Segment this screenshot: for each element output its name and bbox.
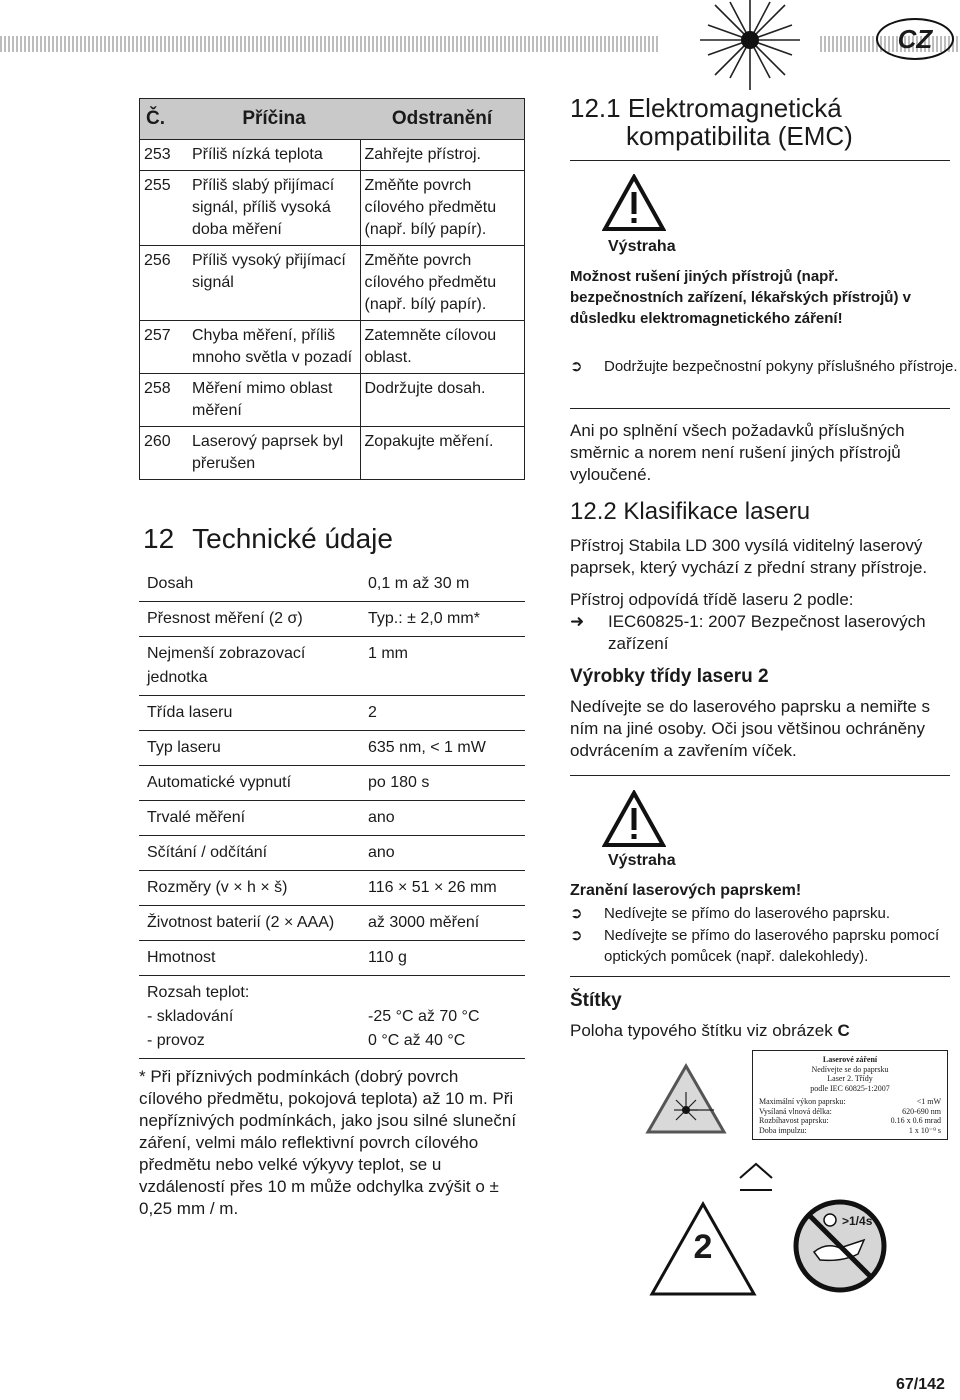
arrow-icon: ➜ (570, 612, 585, 631)
laser-warning-label: Výstraha (608, 852, 676, 869)
laser-class-number: 2 (693, 1228, 713, 1266)
language-badge: CZ (876, 18, 954, 60)
spec-key: Dosah (139, 567, 360, 602)
labels-text (570, 1020, 950, 1042)
error-remedy: Zopakujte měření. (360, 427, 525, 480)
sticker-key: Doba impulzu: (759, 1125, 807, 1135)
spec-value: Typ.: ± 2,0 mm* (360, 602, 525, 637)
spec-key: Přesnost měření (2 σ) (139, 602, 360, 637)
error-table-header (140, 99, 525, 140)
laser-burst-icon (680, 0, 820, 90)
divider (570, 160, 950, 161)
laser-class-p2: Přístroj odpovídá třídě laseru 2 podle: (570, 590, 854, 609)
divider (570, 408, 950, 409)
labels-figure-ref: C (837, 1021, 850, 1040)
warning-triangle-icon (602, 790, 666, 848)
tech-heading (143, 523, 393, 555)
sticker-value: 1 x 10⁻⁹ s (908, 1125, 941, 1135)
arrow-icon: ➲ (570, 358, 583, 375)
sticker-key: Vysílaná vlnová délka: (759, 1106, 832, 1116)
error-cause: Laserový paprsek byl přerušen (188, 427, 360, 480)
spec-row (139, 567, 525, 602)
spec-value: 2 (360, 696, 525, 731)
laser-class-norm (570, 611, 960, 655)
spec-row (139, 696, 525, 731)
error-remedy: Změňte povrch cílového předmětu (např. bílý papír). (360, 171, 525, 246)
error-cause: Příliš slabý přijímací signál, příliš vysoká doba měření (188, 171, 360, 246)
spec-key: Rozměry (v × h × š) (139, 871, 360, 906)
laser-warning-bullet (570, 925, 960, 967)
spec-row (139, 637, 525, 696)
col-remedy-header: Odstranění (360, 99, 525, 140)
spec-value: až 3000 měření (360, 906, 525, 941)
sticker-row (759, 1126, 941, 1136)
sticker-key: Maximální výkon paprsku: (759, 1097, 846, 1106)
error-remedy: Zatemněte cílovou oblast. (360, 321, 525, 374)
page-number: 67/142 (896, 1376, 945, 1393)
spec-row (139, 766, 525, 801)
emc-warning-bullet-text: Dodržujte bezpečnostní pokyny příslušného přístroje. (604, 358, 958, 375)
sticker-row (759, 1097, 941, 1107)
spec-key: Typ laseru (139, 731, 360, 766)
laser-class-heading: 12.2 Klasifikace laseru (570, 498, 811, 525)
table-row (140, 427, 525, 480)
no-stare-into-beam-icon (790, 1196, 890, 1296)
emc-warning-label: Výstraha (608, 238, 676, 255)
sticker-key: Rozbíhavost paprsku: (759, 1116, 829, 1125)
spec-row (139, 871, 525, 906)
spec-row (139, 731, 525, 766)
spec-key: Nejmenší zobrazovací jednotka (139, 637, 360, 696)
spec-value: 1 mm (360, 637, 525, 696)
laser-aperture-icon (736, 1158, 776, 1194)
spec-table (139, 567, 525, 1059)
laser-products-heading: Výrobky třídy laseru 2 (570, 666, 769, 687)
error-cause: Chyba měření, příliš mnoho světla v pozadí (188, 321, 360, 374)
spec-value: 635 nm, < 1 mW (360, 731, 525, 766)
laser-hazard-icon (644, 1062, 728, 1136)
error-remedy: Dodržujte dosah. (360, 374, 525, 427)
spec-row (139, 906, 525, 941)
table-row (140, 246, 525, 321)
laser-warning-bullet-text: Nedívejte se přímo do laserového paprsku. (604, 905, 890, 922)
spec-key: Rozsah teplot: - skladování - provoz (139, 976, 360, 1059)
sticker-line: Nedívejte se do paprsku (811, 1064, 889, 1074)
laser-warning-bullet (570, 903, 960, 924)
spec-value: 116 × 51 × 26 mm (360, 871, 525, 906)
divider (570, 775, 950, 776)
error-code: 258 (140, 374, 189, 427)
exposure-time-label: >1/4s (842, 1214, 873, 1228)
laser-warning-bullet-text: Nedívejte se přímo do laserového paprsku pomocí optických pomůcek (např. dalekohledy). (604, 927, 940, 965)
emc-warning-text: Možnost rušení jiných přístrojů (např. bezpečnostních zařízení, lékařských přístrojů) v důsledku elektromagnetického záření! (570, 268, 911, 327)
arrow-icon: ➲ (570, 927, 583, 944)
sticker-line: podle IEC 60825-1:2007 (810, 1083, 890, 1093)
tech-heading-number: 12 (143, 523, 175, 554)
labels-text-prefix: Poloha typového štítku viz obrázek (570, 1021, 838, 1040)
table-row (140, 140, 525, 171)
error-cause: Příliš vysoký přijímací signál (188, 246, 360, 321)
error-code: 253 (140, 140, 189, 171)
error-remedy: Zahřejte přístroj. (360, 140, 525, 171)
table-row (140, 321, 525, 374)
laser-class-norm-text: IEC60825-1: 2007 Bezpečnost laserových zařízení (608, 612, 926, 653)
error-code: 260 (140, 427, 189, 480)
col-cause-header: Příčina (188, 99, 360, 140)
laser-warning-sticker (752, 1050, 948, 1140)
sticker-value: <1 mW (916, 1097, 941, 1106)
spec-value: 110 g (360, 941, 525, 976)
spec-key: Trvalé měření (139, 801, 360, 836)
spec-key: Automatické vypnutí (139, 766, 360, 801)
sticker-line: Laser 2. Třídy (827, 1074, 873, 1083)
warning-triangle-icon (602, 174, 666, 232)
divider (570, 976, 950, 977)
sticker-value: 620-690 nm (902, 1106, 941, 1116)
table-row (140, 374, 525, 427)
error-table (139, 98, 525, 480)
emc-heading-line2: kompatibilita (EMC) (626, 121, 853, 151)
spec-value: ano (360, 836, 525, 871)
spec-row (139, 976, 525, 1059)
emc-text: Ani po splnění všech požadavků příslušných směrnic a norem není rušení jiných přístrojů vyloučené. (570, 421, 905, 484)
spec-row (139, 801, 525, 836)
emc-heading (570, 94, 950, 150)
sticker-row (759, 1116, 941, 1126)
error-code: 257 (140, 321, 189, 374)
tech-footnote: * Při příznivých podmínkách (dobrý povrch cílového předmětu, pokojová teplota) až 10 m. Při nepříznivých podmínkách, jako jsou silné sluneční záření, velmi málo reflektivní povrch cílového předmětu nebo velké výkyvy teplot, se u vzdáleností přes 10 m může odchylka zvýšit o ± 0,25 mm / m. (139, 1067, 517, 1218)
arrow-icon: ➲ (570, 905, 583, 922)
table-row (140, 171, 525, 246)
emc-warning-bullet (570, 356, 960, 377)
spec-value: 0,1 m až 30 m (360, 567, 525, 602)
spec-row (139, 941, 525, 976)
spec-row (139, 602, 525, 637)
sticker-line: Laserové záření (822, 1055, 878, 1064)
spec-key: Sčítání / odčítání (139, 836, 360, 871)
emc-heading-line1: 12.1 Elektromagnetická (570, 93, 842, 123)
col-no-header: Č. (140, 99, 189, 140)
spec-value: po 180 s (360, 766, 525, 801)
spec-key: Hmotnost (139, 941, 360, 976)
spec-row (139, 836, 525, 871)
sticker-value: 0.16 x 0.6 mrad (890, 1116, 941, 1125)
laser-class-p1: Přístroj Stabila LD 300 vysílá viditelný laserový paprsek, který vychází z přední strany přístroje. (570, 536, 928, 577)
spec-key: Životnost baterií (2 × AAA) (139, 906, 360, 941)
error-code: 255 (140, 171, 189, 246)
spec-value: -25 °C až 70 °C 0 °C až 40 °C (360, 976, 525, 1059)
error-remedy: Změňte povrch cílového předmětu (např. bílý papír). (360, 246, 525, 321)
error-code: 256 (140, 246, 189, 321)
laser-products-text: Nedívejte se do laserového paprsku a nemiřte s ním na jiné osoby. Oči jsou většinou ochráněny odvrácením a zavřením víček. (570, 697, 931, 760)
error-cause: Příliš nízká teplota (188, 140, 360, 171)
spec-key: Třída laseru (139, 696, 360, 731)
labels-heading: Štítky (570, 990, 622, 1011)
tech-heading-title: Technické údaje (192, 523, 393, 554)
error-cause: Měření mimo oblast měření (188, 374, 360, 427)
laser-warning-text: Zranění laserových paprskem! (570, 882, 802, 899)
sticker-row (759, 1107, 941, 1117)
spec-value: ano (360, 801, 525, 836)
